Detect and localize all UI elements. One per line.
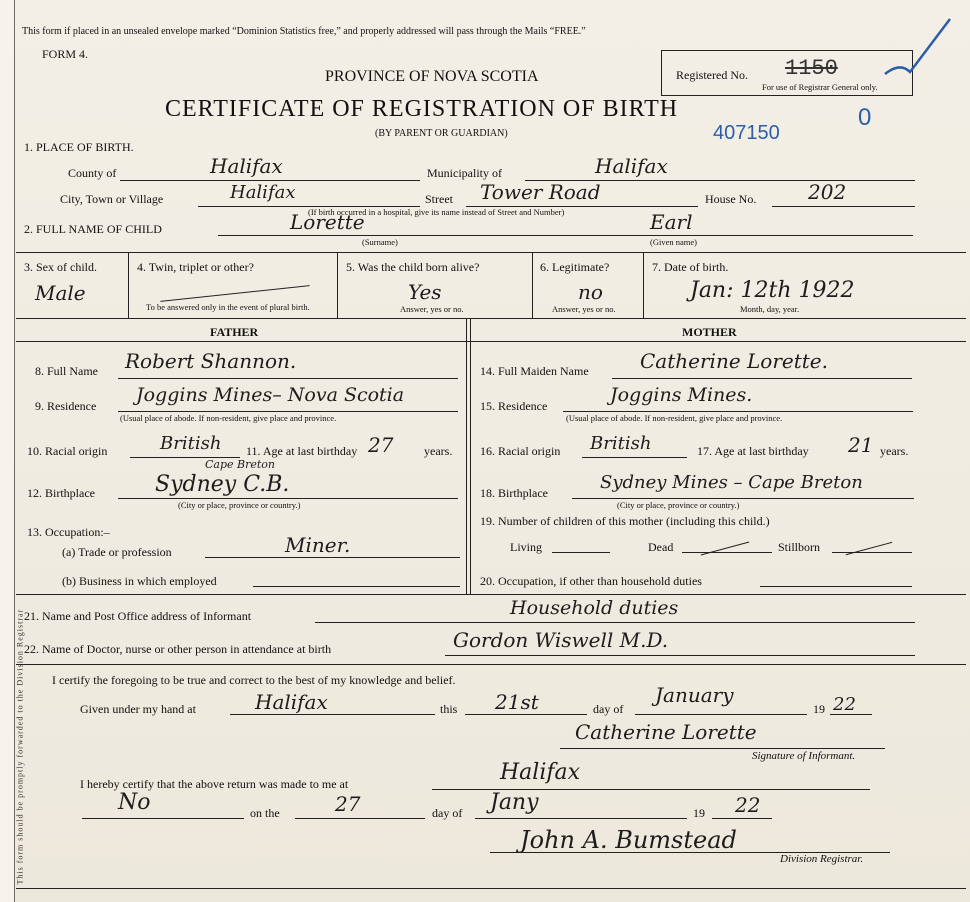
living-label: Living xyxy=(510,540,542,554)
father-name-label: 8. Full Name xyxy=(35,364,98,378)
county-value: Halifax xyxy=(210,154,283,178)
divider xyxy=(230,714,435,715)
registrar-day-value: 27 xyxy=(335,792,361,816)
divider xyxy=(337,252,338,318)
column-divider xyxy=(466,318,467,594)
municipality-value: Halifax xyxy=(595,154,668,178)
registrar-year-prefix: 19 xyxy=(693,806,705,820)
date-of-birth-label: 7. Date of birth. xyxy=(652,260,729,274)
given-place-value: Halifax xyxy=(255,690,328,714)
child-name-heading: 2. FULL NAME OF CHILD xyxy=(24,222,162,236)
divider xyxy=(128,252,129,318)
twin-dash xyxy=(160,285,309,302)
form-number: FORM 4. xyxy=(42,47,89,61)
registrar-place-value: Halifax xyxy=(500,760,581,785)
house-value: 202 xyxy=(808,180,847,204)
divider xyxy=(475,818,687,819)
registrar-text: I hereby certify that the above return was made to me at xyxy=(80,777,349,791)
divider xyxy=(532,252,533,318)
this-label: this xyxy=(440,702,458,716)
divider xyxy=(682,552,772,553)
occupation-label: 13. Occupation:– xyxy=(27,525,110,539)
blue-check-mark xyxy=(880,14,960,84)
registered-number: 1150 xyxy=(785,56,838,81)
father-racial-label: 10. Racial origin xyxy=(27,444,108,458)
mother-name-value: Catherine Lorette. xyxy=(640,349,828,373)
divider xyxy=(205,557,460,558)
father-birthplace-value: Sydney C.B. xyxy=(155,472,290,497)
doctor-label: 22. Name of Doctor, nurse or other person in attendance at birth xyxy=(24,642,332,656)
divider xyxy=(16,664,966,665)
heading-underline xyxy=(16,341,966,342)
street-value: Tower Road xyxy=(480,180,601,204)
children-label: 19. Number of children of this mother (including this child.) xyxy=(480,514,770,528)
divider xyxy=(315,622,915,623)
father-age-value: 27 xyxy=(368,433,394,457)
stillborn-dash xyxy=(846,542,893,555)
legitimate-value: no xyxy=(578,280,603,304)
row3-bottom-border xyxy=(16,318,966,319)
dead-label: Dead xyxy=(648,540,674,554)
city-label: City, Town or Village xyxy=(60,192,164,206)
registrar-signature: John A. Bumstead xyxy=(520,826,737,854)
legitimate-label: 6. Legitimate? xyxy=(540,260,610,274)
certify-year-prefix: 19 xyxy=(813,702,825,716)
father-residence-note: (Usual place of abode. If non-resident, give place and province. xyxy=(120,413,337,423)
sex-value: Male xyxy=(35,281,86,305)
mother-residence-value: Joggins Mines. xyxy=(610,384,753,406)
mother-birthplace-note: (City or place, province or country.) xyxy=(617,500,740,510)
mother-name-label: 14. Full Maiden Name xyxy=(480,364,589,378)
street-label: Street xyxy=(425,192,453,206)
divider xyxy=(563,411,913,412)
given-under-label: Given under my hand at xyxy=(80,702,196,716)
divider xyxy=(552,552,610,553)
trade-value: Miner. xyxy=(285,533,351,557)
divider xyxy=(82,818,244,819)
father-age-label: 11. Age at last birthday xyxy=(246,444,358,458)
mother-age-label: 17. Age at last birthday xyxy=(697,444,809,458)
father-age-unit: years. xyxy=(424,444,453,458)
mother-age-unit: years. xyxy=(880,444,909,458)
child-given-name: Earl xyxy=(650,210,693,234)
city-value: Halifax xyxy=(230,182,296,203)
blue-mark: 0 xyxy=(858,104,872,131)
divider xyxy=(560,748,885,749)
registered-label: Registered No. xyxy=(676,68,748,82)
certify-year-value: 22 xyxy=(833,694,856,715)
date-of-birth-note: Month, day, year. xyxy=(740,304,800,314)
dead-dash xyxy=(701,542,750,556)
row3-top-border xyxy=(16,252,966,253)
registrar-month-value: Jany xyxy=(490,790,539,815)
on-the-label: on the xyxy=(250,806,280,820)
twin-note: To be answered only in the event of plural birth. xyxy=(146,302,310,312)
mother-occupation-label: 20. Occupation, if other than household duties xyxy=(480,574,702,588)
father-racial-value: British xyxy=(160,433,222,454)
child-surname: Lorette xyxy=(290,210,365,234)
mother-residence-label: 15. Residence xyxy=(480,399,548,413)
twin-label: 4. Twin, triplet or other? xyxy=(137,260,254,274)
house-line xyxy=(772,206,915,207)
municipality-label: Municipality of xyxy=(427,166,502,180)
divider xyxy=(712,818,772,819)
divider xyxy=(643,252,644,318)
given-name-caption: (Given name) xyxy=(650,237,697,247)
mother-birthplace-label: 18. Birthplace xyxy=(480,486,548,500)
registrar-no-value: No xyxy=(118,790,151,815)
registrar-year-value: 22 xyxy=(735,793,761,817)
stamp-number: 407150 xyxy=(713,122,780,144)
place-of-birth-heading: 1. PLACE OF BIRTH. xyxy=(24,140,134,154)
margin-note: This form should be promptly forwarded to the Division Registrar xyxy=(15,608,25,885)
registrar-day-of-label: day of xyxy=(432,806,463,820)
surname-caption: (Surname) xyxy=(362,237,398,247)
divider xyxy=(612,378,912,379)
province-title: PROVINCE OF NOVA SCOTIA xyxy=(325,68,539,85)
divider xyxy=(832,552,912,553)
divider xyxy=(118,498,458,499)
mail-note: This form if placed in an unsealed envelope marked “Dominion Statistics free,” and properly addressed will pass through the Mails “FREE.” xyxy=(22,26,586,37)
business-label: (b) Business in which employed xyxy=(62,574,217,588)
father-heading: FATHER xyxy=(210,325,259,339)
alive-label: 5. Was the child born alive? xyxy=(346,260,480,274)
mother-heading: MOTHER xyxy=(682,325,737,339)
alive-value: Yes xyxy=(408,280,442,304)
divider xyxy=(465,714,587,715)
page-title: CERTIFICATE OF REGISTRATION OF BIRTH xyxy=(165,96,679,122)
county-label: County of xyxy=(68,166,117,180)
certify-day-value: 21st xyxy=(495,690,539,714)
mother-age-value: 21 xyxy=(848,433,874,457)
perforated-margin xyxy=(0,0,25,902)
trade-label: (a) Trade or profession xyxy=(62,545,172,559)
divider xyxy=(118,411,458,412)
registrar-use-note: For use of Registrar General only. xyxy=(762,82,878,92)
doctor-value: Gordon Wiswell M.D. xyxy=(453,628,669,652)
mother-racial-label: 16. Racial origin xyxy=(480,444,561,458)
father-birthplace-note: (City or place, province or country.) xyxy=(178,500,301,510)
divider xyxy=(253,586,460,587)
hospital-note: (If birth occurred in a hospital, give its name instead of Street and Number) xyxy=(308,207,565,217)
father-residence-value: Joggins Mines– Nova Scotia xyxy=(136,384,405,406)
informant-signature-caption: Signature of Informant. xyxy=(752,750,856,762)
date-of-birth-value: Jan: 12th 1922 xyxy=(690,278,855,303)
father-birthplace-label: 12. Birthplace xyxy=(27,486,95,500)
divider xyxy=(16,594,966,595)
legitimate-note: Answer, yes or no. xyxy=(552,304,616,314)
divider xyxy=(582,457,687,458)
child-name-line xyxy=(218,235,913,236)
column-divider-2 xyxy=(470,318,471,594)
father-birthplace-annotation: Cape Breton xyxy=(205,458,276,471)
mother-residence-note: (Usual place of abode. If non-resident, give place and province. xyxy=(566,413,783,423)
certify-text: I certify the foregoing to be true and correct to the best of my knowledge and belief. xyxy=(52,673,456,687)
registrar-caption: Division Registrar. xyxy=(780,853,864,865)
mother-occupation-value: Household duties xyxy=(510,597,679,619)
bottom-border xyxy=(16,888,966,889)
divider xyxy=(572,498,914,499)
certify-day-of-label: day of xyxy=(593,702,624,716)
informant-signature: Catherine Lorette xyxy=(575,720,757,744)
divider xyxy=(295,818,425,819)
stillborn-label: Stillborn xyxy=(778,540,821,554)
sex-label: 3. Sex of child. xyxy=(24,260,97,274)
informant-label: 21. Name and Post Office address of Informant xyxy=(24,609,252,623)
mother-racial-value: British xyxy=(590,433,652,454)
divider xyxy=(445,655,915,656)
house-label: House No. xyxy=(705,192,757,206)
alive-note: Answer, yes or no. xyxy=(400,304,464,314)
divider xyxy=(830,714,872,715)
certify-month-value: January xyxy=(655,683,734,707)
county-line xyxy=(120,180,420,181)
divider xyxy=(635,714,807,715)
page-subtitle: (BY PARENT OR GUARDIAN) xyxy=(375,128,508,139)
father-residence-label: 9. Residence xyxy=(35,399,97,413)
divider xyxy=(760,586,912,587)
divider xyxy=(118,378,458,379)
mother-birthplace-value: Sydney Mines – Cape Breton xyxy=(600,472,863,493)
father-name-value: Robert Shannon. xyxy=(125,349,297,373)
